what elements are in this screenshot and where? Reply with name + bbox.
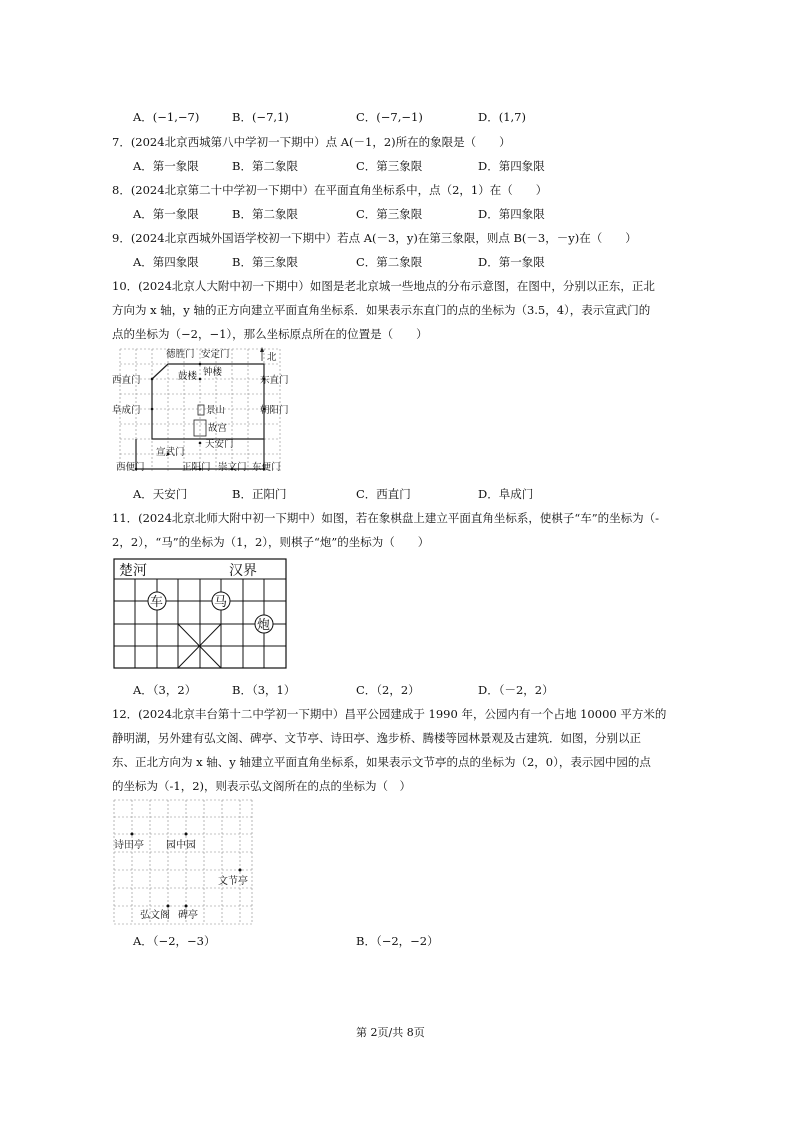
chess-board bbox=[113, 558, 288, 670]
q12-stem-line-3: 东、正北方向为 x 轴、y 轴建立平面直角坐标系，如果表示文节亭的点的坐标为（2，0），表示园中园的点 bbox=[112, 755, 651, 769]
q8-option-d: D．第四象限 bbox=[478, 207, 545, 221]
q10-stem-line-2: 方向为 x 轴，y 轴的正方向建立平面直角坐标系．如果表示东直门的点的坐标为（3.5，4），表示宣武门的 bbox=[112, 303, 651, 317]
label-andingmen: 安定门 bbox=[201, 349, 230, 360]
map-grid bbox=[120, 349, 280, 472]
label-chaoyangmen: 朝阳门 bbox=[260, 405, 289, 416]
piece-che: 车 bbox=[150, 595, 164, 610]
q8-option-c: C．第三象限 bbox=[356, 207, 423, 221]
q6-option-b: B．(−7,1) bbox=[232, 110, 289, 124]
label-chongwenmen: 崇文门 bbox=[218, 462, 247, 473]
label-xibianmen: 西便门 bbox=[116, 462, 145, 473]
label-deshengmen: 德胜门 bbox=[166, 349, 195, 360]
label-yuanzhongyuan: 园中园 bbox=[166, 840, 196, 851]
q10-option-b: B．正阳门 bbox=[232, 487, 287, 501]
q9-stem: 9．(2024北京西城外国语学校初一下期中）若点 A(－3，y)在第三象限，则点 B(－3，－y)在（ ） bbox=[112, 231, 637, 245]
q11-stem-line-1: 11．(2024北京北师大附中初一下期中）如图，若在象棋盘上建立平面直角坐标系，使棋子“车”的坐标为（- bbox=[112, 511, 660, 525]
q7-option-d: D．第四象限 bbox=[478, 159, 545, 173]
q10-stem-line-3: 点的坐标为（−2，−1），那么坐标原点所在的位置是（ ） bbox=[112, 327, 428, 341]
q10-stem-line-1: 10．(2024北京人大附中初一下期中）如图是老北京城一些地点的分布示意图，在图中，分别以正东，正北 bbox=[112, 279, 655, 293]
label-wenjieting: 文节亭 bbox=[218, 876, 248, 887]
q11-option-d: D．（－2，2） bbox=[478, 683, 554, 697]
park-grid bbox=[114, 800, 252, 924]
q12-stem-line-4: 的坐标为（-1，2)，则表示弘文阁所在的点的坐标为（ ） bbox=[112, 779, 412, 793]
q11-option-c: C．（2，2） bbox=[356, 683, 420, 697]
q10-option-c: C．西直门 bbox=[356, 487, 411, 501]
label-tiananmen: 天安门 bbox=[205, 439, 234, 450]
q12-stem-line-1: 12．(2024北京丰台第十二中学初一下期中）昌平公园建成于 1990 年，公园内有一个占地 10000 平方米的 bbox=[112, 707, 667, 721]
label-xuanwumen: 宣武门 bbox=[156, 447, 185, 458]
q12-option-a: A．（−2，−3） bbox=[133, 934, 216, 948]
q9-option-d: D．第一象限 bbox=[478, 255, 545, 269]
q9-option-c: C．第二象限 bbox=[356, 255, 423, 269]
q6-option-a: A．(−1,−7) bbox=[133, 110, 200, 124]
river-han: 汉界 bbox=[229, 563, 257, 579]
label-gugong: 故宫 bbox=[208, 423, 228, 434]
q6-option-c: C．(−7,−1) bbox=[356, 110, 423, 124]
page-footer: 第 2页/共 8页 bbox=[356, 1026, 425, 1039]
label-hongwenge: 弘文阁 bbox=[140, 910, 170, 921]
river-chu: 楚河 bbox=[119, 563, 147, 579]
label-dongzhimen: 东直门 bbox=[260, 375, 289, 386]
q9-option-a: A．第四象限 bbox=[133, 255, 199, 269]
q8-option-a: A．第一象限 bbox=[133, 207, 199, 221]
q7-option-a: A．第一象限 bbox=[133, 159, 199, 173]
label-gulou: 鼓楼 bbox=[178, 371, 198, 382]
q11-option-a: A．（3，2） bbox=[133, 683, 197, 697]
north-arrowhead-icon bbox=[260, 347, 264, 352]
label-north: 北 bbox=[267, 352, 277, 363]
label-zhengyangmen: 正阳门 bbox=[182, 462, 211, 473]
jingshan-marker bbox=[198, 405, 204, 415]
label-beiting: 碑亭 bbox=[178, 910, 198, 921]
label-dongbianmen: 东便门 bbox=[252, 462, 281, 473]
label-zhonglou: 钟楼 bbox=[203, 367, 223, 378]
label-jingshan: 景山 bbox=[206, 405, 226, 416]
park-map bbox=[112, 798, 257, 926]
q7-option-c: C．第三象限 bbox=[356, 159, 423, 173]
q6-option-d: D．(1,7) bbox=[478, 110, 526, 124]
piece-pao: 炮 bbox=[257, 618, 271, 633]
piece-ma: 马 bbox=[214, 595, 228, 610]
label-xizhimen: 西直门 bbox=[112, 375, 141, 386]
beijing-map bbox=[112, 345, 292, 475]
q7-stem: 7．(2024北京西城第八中学初一下期中）点 A(－1，2)所在的象限是（ ） bbox=[112, 135, 511, 149]
q8-stem: 8．(2024北京第二十中学初一下期中）在平面直角坐标系中，点（2，1）在（ ） bbox=[112, 183, 548, 197]
q8-option-b: B．第二象限 bbox=[232, 207, 298, 221]
q12-option-b: B．（−2，−2） bbox=[356, 934, 439, 948]
q12-stem-line-2: 静明湖，另外建有弘文阁、碑亭、文节亭、诗田亭、逸步桥、腾楼等园林景观及古建筑．如图，分别以正 bbox=[112, 731, 641, 745]
q10-option-a: A．天安门 bbox=[133, 487, 188, 501]
q9-option-b: B．第三象限 bbox=[232, 255, 298, 269]
q11-option-b: B．（3，1） bbox=[232, 683, 296, 697]
q7-option-b: B．第二象限 bbox=[232, 159, 298, 173]
label-shitianting: 诗田亭 bbox=[114, 840, 144, 851]
q10-option-d: D．阜成门 bbox=[478, 487, 534, 501]
q11-stem-line-2: 2，2），“马”的坐标为（1，2），则棋子“炮”的坐标为（ ） bbox=[112, 535, 430, 549]
label-fuchengmen: 阜成门 bbox=[112, 405, 141, 416]
